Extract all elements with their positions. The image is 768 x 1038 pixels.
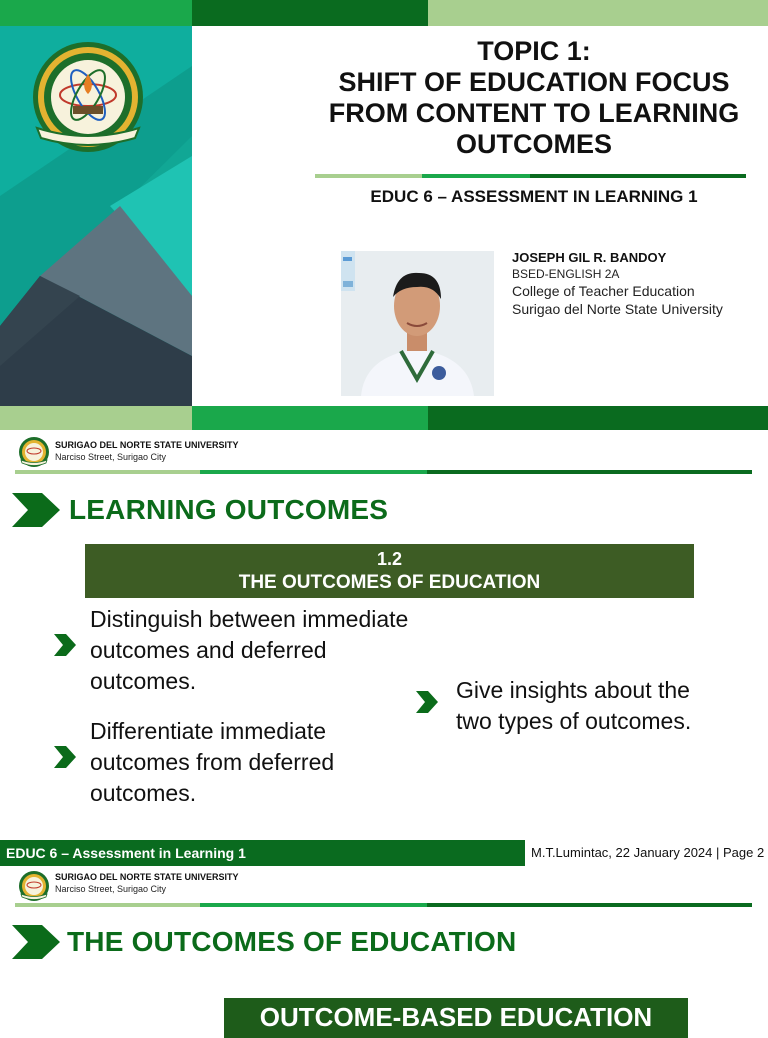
banner-number: 1.2 — [376, 549, 403, 569]
bullet-chevron-icon — [52, 632, 78, 658]
title-divider — [530, 174, 746, 178]
list-item-line: Differentiate immediate — [90, 718, 327, 744]
chevron-right-icon — [12, 925, 60, 959]
header-divider — [15, 470, 200, 474]
bottom-bar-segment — [428, 406, 768, 430]
header-divider — [427, 903, 752, 907]
title-line: SHIFT OF EDUCATION FOCUS — [338, 67, 730, 97]
header-university-name: SURIGAO DEL NORTE STATE UNIVERSITY — [55, 872, 239, 882]
topic-banner — [85, 544, 694, 598]
bullet-chevron-icon — [52, 744, 78, 770]
university-seal-icon — [17, 870, 51, 902]
footer-course: EDUC 6 – Assessment in Learning 1 — [0, 840, 525, 866]
slide-title — [315, 36, 753, 160]
bullet-chevron-icon — [414, 689, 440, 715]
title-divider — [315, 174, 422, 178]
bottom-bar-segment — [192, 406, 428, 430]
section-title: THE OUTCOMES OF EDUCATION — [67, 926, 517, 957]
header-divider — [200, 470, 427, 474]
list-item-line: outcomes and deferred — [90, 637, 327, 663]
title-line: FROM CONTENT TO LEARNING — [328, 98, 740, 128]
list-item-line: outcomes. — [90, 780, 197, 806]
author-university: Surigao del Norte State University — [512, 301, 723, 317]
list-item-line: two types of outcomes. — [456, 708, 692, 734]
chevron-right-icon — [12, 493, 60, 527]
author-program: BSED-ENGLISH 2A — [512, 267, 620, 281]
header-divider — [15, 903, 200, 907]
list-item — [90, 716, 334, 809]
list-item-line: outcomes from deferred — [90, 749, 335, 775]
obe-banner: OUTCOME-BASED EDUCATION — [224, 998, 688, 1038]
title-divider — [422, 174, 530, 178]
top-bar-segment — [192, 0, 428, 26]
list-item-line: outcomes. — [90, 668, 197, 694]
title-line: TOPIC 1: — [477, 36, 591, 66]
author-college: College of Teacher Education — [512, 283, 695, 299]
title-line: OUTCOMES — [455, 129, 612, 159]
course-subtitle: EDUC 6 – ASSESSMENT IN LEARNING 1 — [370, 187, 698, 206]
banner-title: THE OUTCOMES OF EDUCATION — [238, 572, 541, 593]
header-divider — [200, 903, 427, 907]
author-name: JOSEPH GIL R. BANDOY — [512, 250, 667, 265]
bottom-bar-segment — [0, 406, 192, 430]
list-item-line: Give insights about the — [456, 677, 690, 703]
list-item — [90, 604, 408, 697]
header-divider — [427, 470, 752, 474]
university-seal-logo — [27, 40, 149, 155]
header-address: Narciso Street, Surigao City — [55, 884, 167, 894]
author-portrait — [341, 251, 494, 396]
author-photo — [341, 251, 494, 396]
section-title: LEARNING OUTCOMES — [69, 494, 389, 525]
top-bar-segment — [0, 0, 192, 26]
header-university-name: SURIGAO DEL NORTE STATE UNIVERSITY — [55, 440, 239, 450]
list-item — [456, 675, 691, 737]
footer-page-info: M.T.Lumintac, 22 January 2024 | Page 2 — [531, 845, 765, 860]
top-bar-segment — [428, 0, 768, 26]
list-item-line: Distinguish between immediate — [90, 606, 409, 632]
header-address: Narciso Street, Surigao City — [55, 452, 167, 462]
university-seal-icon — [17, 436, 51, 468]
